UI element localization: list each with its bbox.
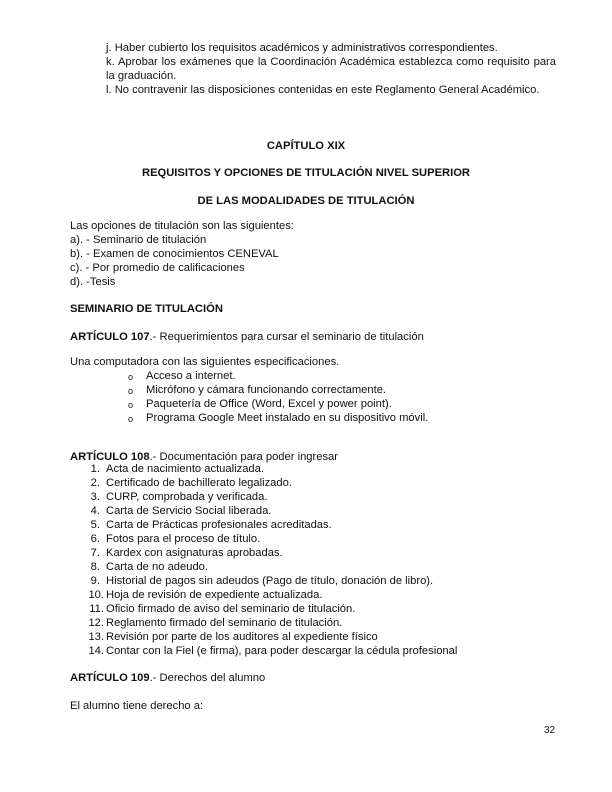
list-number: 1. [90,463,100,475]
list-number: 8. [90,561,100,573]
option-item: c). - Por promedio de calificaciones [70,262,245,274]
spec-item: Micrófono y cámara funcionando correctamente. [146,384,387,396]
spec-item: Programa Google Meet instalado en su dispositivo móvil. [146,412,429,424]
rights-intro: El alumno tiene derecho a: [70,700,204,712]
list-item-j: j. Haber cubierto los requisitos académicos y administrativos correspondientes. [106,42,498,54]
list-item: Carta de Servicio Social liberada. [106,505,272,517]
spec-item: Paquetería de Office (Word, Excel y power point). [146,398,392,410]
list-item: Carta de no adeudo. [106,561,209,573]
bullet-icon: o [128,372,134,382]
article-label: ARTÍCULO 108 [70,451,150,463]
list-number: 14. [88,645,104,657]
bullet-icon: o [128,414,134,424]
list-item: Historial de pagos sin adeudos (Pago de título, donación de libro). [106,575,434,587]
list-item: CURP, comprobada y verificada. [106,491,268,503]
article-text: .- Derechos del alumno [149,672,266,684]
bullet-icon: o [128,386,134,396]
options-intro: Las opciones de titulación son las siguientes: [70,220,294,232]
article-109 [70,672,265,686]
option-item: b). - Examen de conocimientos CENEVAL [70,248,279,260]
article-label: ARTÍCULO 109 [70,672,150,684]
list-number: 2. [90,477,100,489]
list-item-k: k. Aprobar los exámenes que la Coordinación Académica establezca como requisito para la graduación. [106,56,556,82]
list-number: 7. [90,547,100,559]
list-item: Fotos para el proceso de título. [106,533,261,545]
option-item: d). -Tesis [70,276,116,288]
option-item: a). - Seminario de titulación [70,234,207,246]
list-item: Hoja de revisión de expediente actualizada. [106,589,323,601]
list-number: 3. [90,491,100,503]
list-number: 4. [90,505,100,517]
list-item: Contar con la Fiel (e firma), para poder descargar la cédula profesional [106,645,458,657]
chapter-title: CAPÍTULO XIX [266,140,346,152]
spec-item: Acceso a internet. [146,370,236,382]
list-number: 10. [88,589,104,601]
article-107 [70,331,424,345]
list-number: 13. [88,631,104,643]
list-item: Certificado de bachillerato legalizado. [106,477,292,489]
list-item: Kardex con asignaturas aprobadas. [106,547,283,559]
list-number: 11. [89,603,104,615]
article-text: .- Requerimientos para cursar el seminario de titulación [149,331,424,343]
section-title: SEMINARIO DE TITULACIÓN [70,303,223,315]
list-item: Revisión por parte de los auditores al expediente físico [106,631,378,643]
chapter-subheading: DE LAS MODALIDADES DE TITULACIÓN [197,195,415,207]
list-item: Carta de Prácticas profesionales acreditadas. [106,519,332,531]
list-item-l: l. No contravenir las disposiciones contenidas en este Reglamento General Académico. [106,84,540,96]
list-item: Acta de nacimiento actualizada. [106,463,264,475]
list-item: Oficio firmado de aviso del seminario de titulación. [106,603,356,615]
list-number: 12. [88,617,104,629]
page-number: 32 [544,725,556,736]
list-number: 5. [90,519,100,531]
article-label: ARTÍCULO 107 [70,331,150,343]
bullet-icon: o [128,400,134,410]
list-item: Reglamento firmado del seminario de titulación. [106,617,343,629]
list-number: 9. [90,575,100,587]
article-text: .- Documentación para poder ingresar [149,451,339,463]
chapter-heading: REQUISITOS Y OPCIONES DE TITULACIÓN NIVEL SUPERIOR [141,167,470,179]
list-number: 6. [90,533,100,545]
computer-intro: Una computadora con las siguientes especificaciones. [70,356,340,368]
